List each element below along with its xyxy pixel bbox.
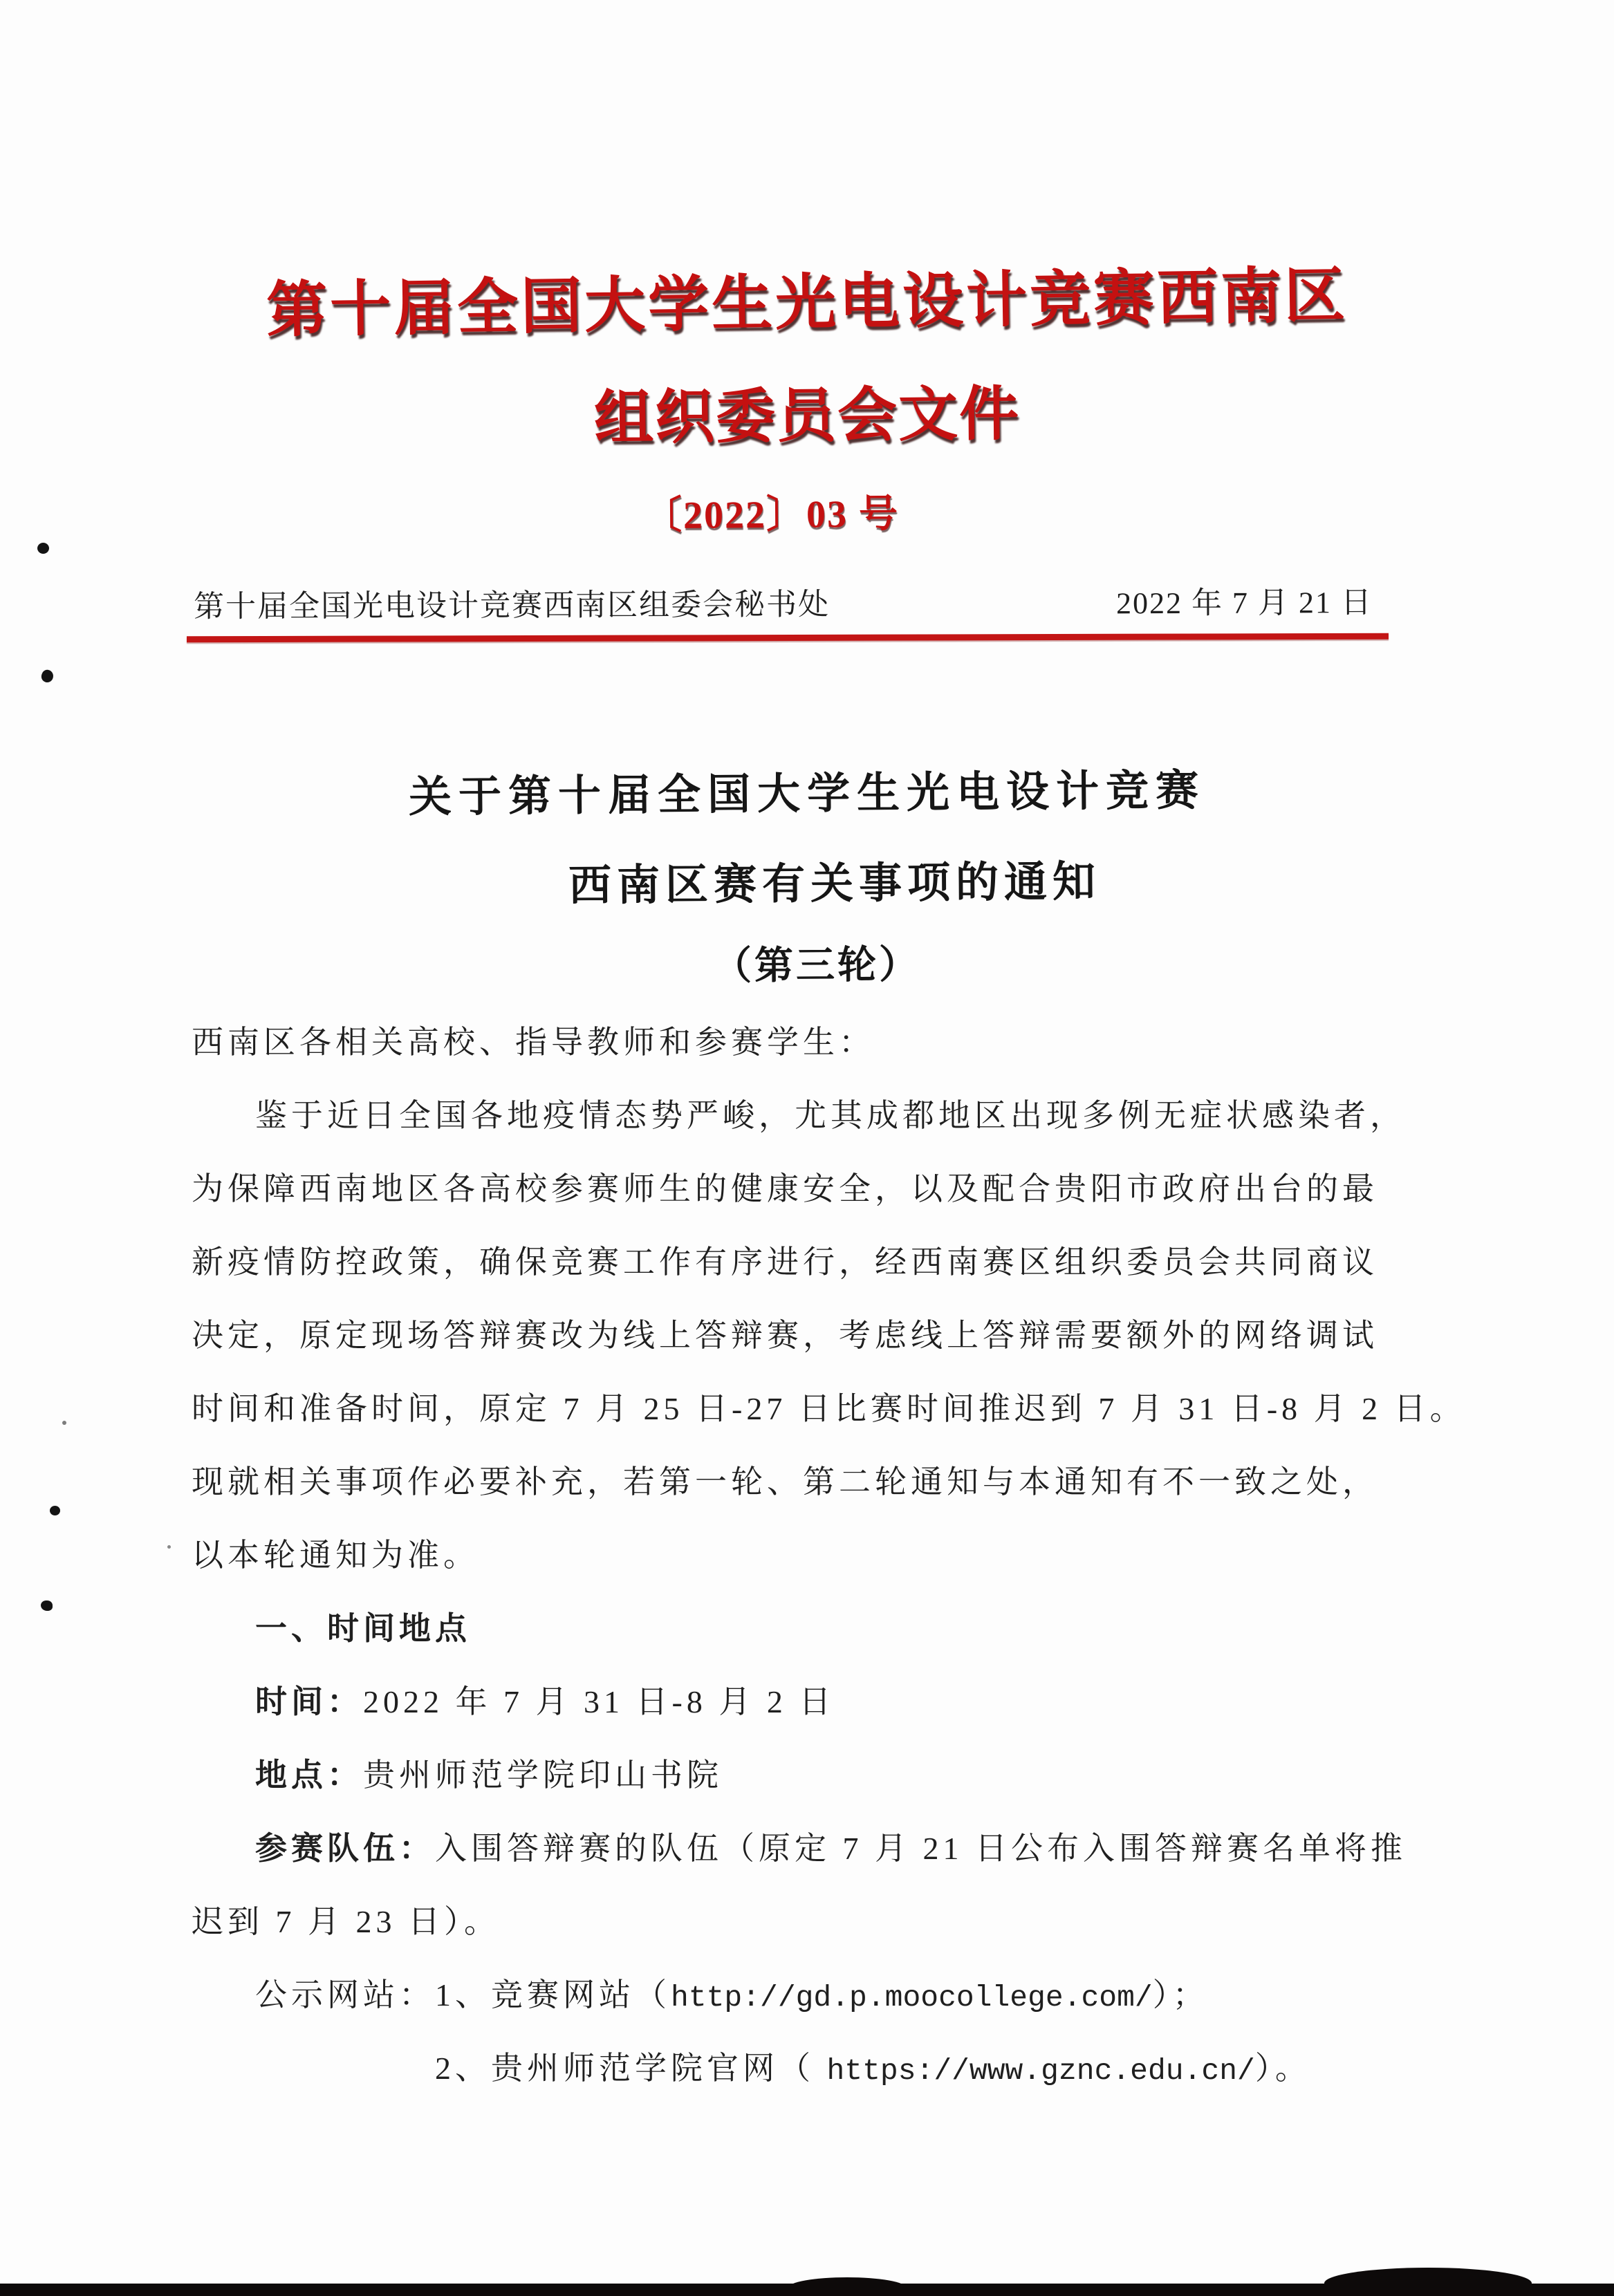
paragraph-line: 现就相关事项作必要补充，若第一轮、第二轮通知与本通知有不一致之处， [192, 1464, 1378, 1500]
paragraph-line: 鉴于近日全国各地疫情态势严峻，尤其成都地区出现多例无症状感染者， [255, 1098, 1406, 1133]
salutation: 西南区各相关高校、指导教师和参赛学生： [192, 1025, 875, 1060]
paragraph-line: 决定，原定现场答辩赛改为线上答辩赛，考虑线上答辩需要额外的网络调试 [192, 1318, 1378, 1353]
time-line [192, 1665, 1443, 1739]
document-number: 〔2022〕03 号 [642, 492, 900, 538]
teams-text: 入围答辩赛的队伍（原定 7 月 21 日公布入围答辩赛名单将推 [435, 1831, 1407, 1866]
letterhead-title-line2: 组织委员会文件 [593, 380, 1021, 452]
venue-line [192, 1739, 1443, 1812]
issue-date: 2022 年 7 月 21 日 [1115, 586, 1373, 621]
website1-name: 1、竞赛网站（ [435, 1977, 671, 2013]
website1-url: http://gd.p.moocollege.com/ [671, 1981, 1153, 2015]
websites-line1 [192, 1959, 1443, 2032]
notice-title-line2: 西南区赛有关事项的通知 [568, 858, 1102, 911]
paragraph-line: 时间和准备时间，原定 7 月 25 日-27 日比赛时间推迟到 7 月 31 日-8 月 2 日。 [192, 1391, 1466, 1426]
scan-artifact-dot [39, 669, 55, 684]
letterhead-title-line1: 第十届全国大学生光电设计竞赛西南区 [266, 263, 1348, 345]
meta-row [194, 577, 1373, 626]
scan-artifact-dot [50, 1506, 60, 1515]
website2-url: https://www.gznc.edu.cn/ [826, 2054, 1255, 2088]
venue-value: 贵州师范学院印山书院 [363, 1757, 723, 1793]
scan-bottom-edge [0, 2284, 1614, 2296]
website1-suffix: ）； [1152, 1977, 1209, 2013]
scan-artifact-dot [41, 1600, 53, 1611]
venue-label: 地点： [255, 1757, 363, 1793]
scan-artifact-dot [37, 543, 49, 554]
websites-label: 公示网站： [255, 1977, 435, 2013]
website2-suffix: ）。 [1254, 2051, 1311, 2086]
section-heading: 一、时间地点 [255, 1611, 471, 1646]
teams-line-continued: 迟到 7 月 23 日）。 [192, 1904, 500, 1939]
red-separator-rule [187, 633, 1389, 643]
notice-title-line1: 关于第十届全国大学生光电设计竞赛 [408, 767, 1206, 822]
websites-line2 [192, 2032, 1443, 2105]
paragraph-line: 新疫情防控政策，确保竞赛工作有序进行，经西南赛区组织委员会共同商议 [192, 1244, 1378, 1280]
website2-name: 2、贵州师范学院官网（ [435, 2051, 827, 2086]
time-value: 2022 年 7 月 31 日-8 月 2 日 [363, 1684, 835, 1719]
teams-label: 参赛队伍： [255, 1831, 435, 1866]
scan-artifact-speck [62, 1421, 66, 1425]
teams-line [192, 1812, 1443, 1885]
scan-artifact-speck [167, 1545, 171, 1549]
paragraph-line: 为保障西南地区各高校参赛师生的健康安全，以及配合贵阳市政府出台的最 [192, 1171, 1378, 1206]
time-label: 时间： [255, 1684, 363, 1719]
paragraph-line: 以本轮通知为准。 [192, 1538, 479, 1573]
notice-title-line3: （第三轮） [712, 943, 921, 989]
issuer-name: 第十届全国光电设计竞赛西南区组委会秘书处 [193, 587, 831, 624]
notice-body [192, 1006, 1466, 2105]
